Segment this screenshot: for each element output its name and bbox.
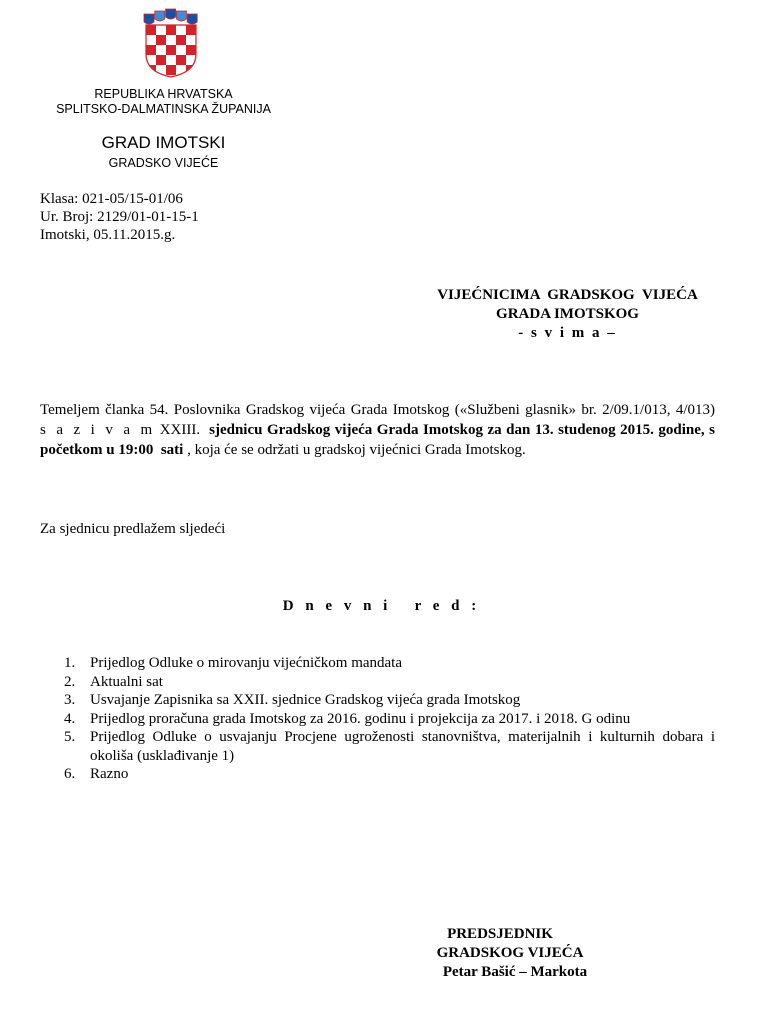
addressee-line-1: VIJEĆNICIMA GRADSKOG VIJEĆA [437, 287, 698, 303]
agenda-item-number: 5. [64, 729, 76, 745]
body-text-1: Temeljem članka 54. Poslovnika Gradskog vijeća Grada Imotskog («Službeni glasnik» br. 2/09.1/013, 4/013) [40, 402, 734, 418]
agenda-item-text: Razno [90, 766, 129, 782]
agenda-item-number: 1. [64, 655, 76, 671]
croatian-coat-of-arms-icon [142, 8, 200, 78]
agenda-item [40, 691, 715, 710]
agenda-item [40, 710, 715, 729]
agenda-item-number: 4. [64, 710, 76, 727]
agenda-item-text: Prijedlog Odluke o usvajanju Procjene ugroženosti stanovništva, materijalnih i kulturnih dobara i okoliša (usklađivanje 1) [90, 729, 715, 764]
agenda-item [40, 728, 715, 765]
addressee-line-3: - s v i m a – [518, 325, 617, 341]
agenda-item-text: Aktualni sat [90, 673, 163, 690]
header-council: GRADSKO VIJEĆE [108, 156, 219, 170]
signature-body: GRADSKOG VIJEĆA [436, 945, 584, 961]
reference-place-date: Imotski, 05.11.2015.g. [40, 227, 176, 243]
convocation-paragraph [40, 400, 734, 460]
addressee-line-2: GRADA IMOTSKOG [496, 306, 639, 322]
agenda-title: D n e v n i r e d : [282, 598, 481, 614]
signature-title: PREDSJEDNIK [447, 926, 553, 942]
agenda-list [40, 654, 715, 784]
body-text-location: , koja će se održati u gradskoj vijećnici Grada Imotskog. [183, 442, 526, 458]
body-text-convene: s a z i v a m [40, 422, 156, 438]
agenda-item [40, 765, 715, 784]
signature-name: Petar Bašić – Markota [442, 964, 588, 980]
reference-urbroj: Ur. Broj: 2129/01-01-15-1 [40, 209, 199, 225]
agenda-item-number: 3. [64, 692, 76, 708]
body-text-session-number: XXIII. [155, 422, 210, 438]
agenda-item [40, 673, 715, 692]
reference-klasa: Klasa: 021-05/15-01/06 [40, 191, 183, 207]
agenda-item-text: Prijedlog proračuna grada Imotskog za 2016. godinu i projekcija za 2017. i 2018. G odinu [90, 710, 631, 727]
proposal-text: Za sjednicu predlažem sljedeći [40, 521, 226, 537]
agenda-item-number: 2. [64, 673, 76, 690]
header-city: GRAD IMOTSKI [101, 133, 226, 152]
agenda-item [40, 654, 715, 673]
header-county: SPLITSKO-DALMATINSKA ŽUPANIJA [56, 102, 271, 116]
agenda-item-text: Prijedlog Odluke o mirovanju vijećničkom mandata [90, 655, 403, 671]
agenda-item-number: 6. [64, 766, 76, 782]
body-text-session-details: sjednicu Gradskog vijeća Grada Imotskog za dan 13. studenog 2015. godine, s početkom u 19:00 sati [40, 422, 719, 458]
agenda-item-text: Usvajanje Zapisnika sa XXII. sjednice Gradskog vijeća grada Imotskog [90, 692, 521, 708]
header-republic: REPUBLIKA HRVATSKA [94, 87, 233, 101]
